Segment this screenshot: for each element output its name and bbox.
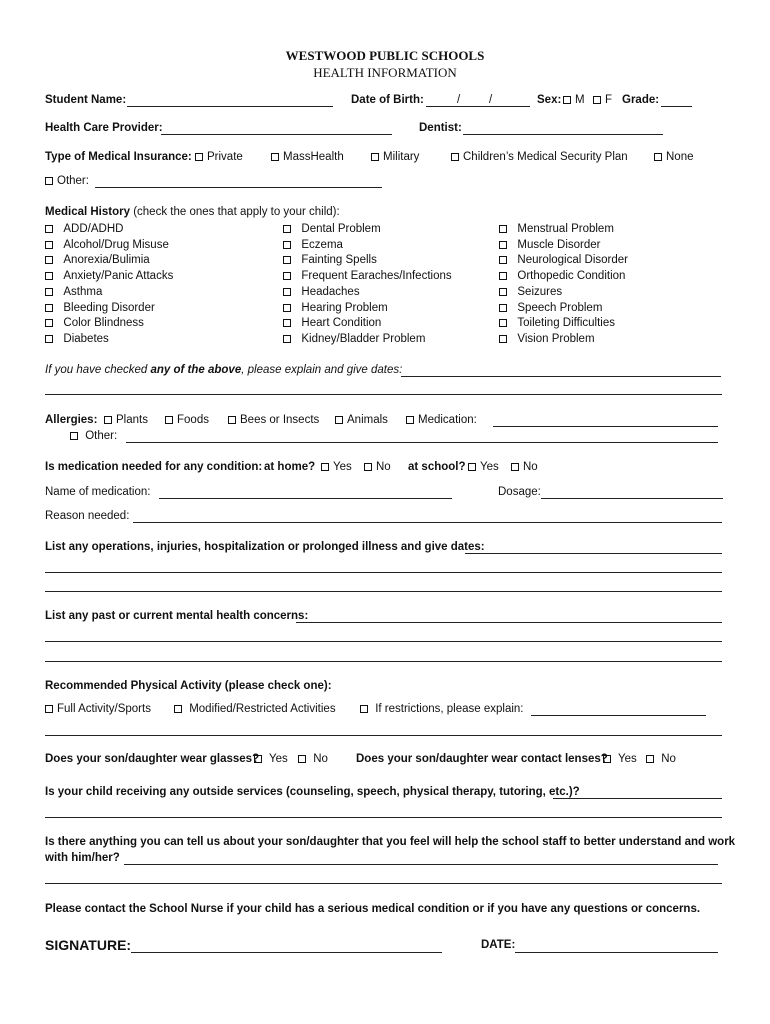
insurance-option-label: Military (383, 151, 420, 163)
explain-post: , please explain and give dates: (241, 364, 403, 376)
sex-m-label: M (575, 94, 585, 106)
insurance-option-label: MassHealth (283, 151, 344, 163)
contact-note: Please contact the School Nurse if your child has a serious medical condition or if you have any questions or concerns. (45, 903, 701, 915)
mental-health-field-3[interactable] (45, 661, 722, 662)
history-item[interactable] (499, 285, 628, 301)
checkbox-icon[interactable] (654, 153, 662, 161)
checkbox-icon[interactable] (45, 241, 53, 249)
history-item-label: Bleeding Disorder (63, 301, 155, 314)
checkbox-icon[interactable] (406, 416, 414, 424)
glasses-question: Does your son/daughter wear glasses? (45, 753, 260, 765)
history-item-label: Diabetes (63, 332, 109, 345)
history-item[interactable] (45, 301, 173, 317)
history-explain-field[interactable] (401, 376, 721, 377)
mental-health-label: List any past or current mental health concerns: (45, 610, 309, 622)
checkbox-icon[interactable] (468, 463, 476, 471)
anything-question: Is there anything you can tell us about your son/daughter that you feel will help the school staff to better understand and work (45, 836, 736, 848)
dob-separator: / (457, 94, 461, 106)
history-item-label: Heart Condition (301, 317, 382, 330)
insurance-other-label: Other: (57, 175, 89, 187)
medication-name-label: Name of medication: (45, 486, 151, 498)
checkbox-icon[interactable] (499, 225, 507, 233)
dob-field[interactable] (426, 106, 530, 107)
history-item-label: Speech Problem (517, 301, 603, 314)
activity-option[interactable] (174, 703, 336, 715)
checkbox-icon[interactable] (298, 755, 306, 763)
insurance-option[interactable] (451, 151, 628, 163)
insurance-option[interactable] (371, 151, 419, 163)
hcp-field[interactable] (161, 134, 392, 135)
checkbox-icon[interactable] (499, 335, 507, 343)
history-item[interactable] (283, 253, 452, 269)
checkbox-icon[interactable] (511, 463, 519, 471)
history-item[interactable] (283, 316, 452, 332)
anything-field-2[interactable] (45, 883, 722, 884)
student-name-field[interactable] (127, 106, 333, 107)
medical-history-hint: (check the ones that apply to your child): (133, 206, 340, 218)
dentist-field[interactable] (463, 134, 663, 135)
school-no-option[interactable] (511, 461, 538, 473)
checkbox-icon[interactable] (371, 153, 379, 161)
history-item[interactable] (499, 316, 628, 332)
dosage-label: Dosage: (498, 486, 541, 498)
student-name-label: Student Name: (45, 94, 127, 106)
yes-label: Yes (480, 461, 499, 473)
grade-field[interactable] (661, 106, 692, 107)
history-item[interactable] (499, 301, 628, 317)
at-home-label: at home? (264, 461, 316, 473)
checkbox-icon[interactable] (499, 304, 507, 312)
checkbox-icon[interactable] (45, 335, 53, 343)
checkbox-icon[interactable] (593, 96, 601, 104)
history-item-label: Asthma (63, 285, 103, 298)
checkbox-icon[interactable] (335, 416, 343, 424)
checkbox-icon[interactable] (563, 96, 571, 104)
history-item[interactable] (283, 222, 452, 238)
checkbox-icon[interactable] (499, 288, 507, 296)
checkbox-icon[interactable] (283, 225, 291, 233)
checkbox-icon[interactable] (283, 256, 291, 264)
checkbox-icon[interactable] (174, 705, 182, 713)
history-item[interactable] (499, 332, 628, 348)
yes-label: Yes (269, 753, 288, 765)
allergy-option-label: Medication: (418, 414, 477, 426)
history-item-label: Orthopedic Condition (517, 270, 626, 283)
checkbox-icon[interactable] (603, 755, 611, 763)
no-label: No (661, 753, 676, 765)
dosage-field[interactable] (541, 498, 723, 499)
form-title: HEALTH INFORMATION (313, 65, 457, 80)
anything-question-line2: with him/her? (45, 852, 120, 864)
signature-field[interactable] (131, 952, 442, 953)
history-item-label: Headaches (301, 285, 360, 298)
allergy-other-field[interactable] (126, 442, 718, 443)
history-col-3 (499, 222, 628, 348)
allergies-label: Allergies: (45, 414, 98, 426)
allergy-option-label: Foods (177, 414, 209, 426)
checkbox-icon[interactable] (499, 256, 507, 264)
allergy-option[interactable] (228, 414, 319, 426)
checkbox-icon[interactable] (45, 225, 53, 233)
checkbox-icon[interactable] (451, 153, 459, 161)
checkbox-icon[interactable] (283, 319, 291, 327)
grade-label: Grade: (622, 94, 660, 106)
yes-label: Yes (618, 753, 637, 765)
dentist-label: Dentist: (419, 122, 462, 134)
checkbox-icon[interactable] (646, 755, 654, 763)
allergy-option[interactable] (406, 414, 477, 426)
explain-pre: If you have checked (45, 364, 151, 376)
history-item-label: Muscle Disorder (517, 238, 601, 251)
checkbox-icon[interactable] (499, 272, 507, 280)
checkbox-icon[interactable] (499, 241, 507, 249)
at-school-label: at school? (408, 461, 466, 473)
checkbox-icon[interactable] (45, 177, 53, 185)
contacts-question: Does your son/daughter wear contact lenses? (356, 753, 608, 765)
checkbox-icon[interactable] (195, 153, 203, 161)
history-item[interactable] (45, 269, 173, 285)
allergy-option[interactable] (335, 414, 388, 426)
allergy-other-label: Other: (85, 430, 118, 442)
insurance-option-label: None (666, 151, 694, 163)
hcp-label: Health Care Provider: (45, 122, 163, 134)
checkbox-icon[interactable] (254, 755, 262, 763)
history-item-label: Seizures (517, 285, 563, 298)
sex-label: Sex: (537, 94, 562, 106)
insurance-other-field[interactable] (95, 187, 382, 188)
insurance-other[interactable] (45, 175, 89, 187)
activity-label: Recommended Physical Activity (please check one): (45, 680, 332, 692)
checkbox-icon[interactable] (364, 463, 372, 471)
activity-option[interactable] (360, 703, 524, 715)
history-item-label: Frequent Earaches/Infections (301, 270, 452, 283)
history-col-2 (283, 222, 452, 348)
no-label: No (523, 461, 538, 473)
allergy-medication-field[interactable] (493, 426, 718, 427)
history-item[interactable] (283, 301, 452, 317)
history-item[interactable] (499, 238, 628, 254)
date-field[interactable] (515, 952, 718, 953)
anything-field[interactable] (124, 864, 718, 865)
history-explain-prompt (45, 364, 402, 376)
history-item[interactable] (45, 332, 173, 348)
insurance-option-label: Private (207, 151, 243, 163)
no-label: No (376, 461, 391, 473)
restrictions-field-2[interactable] (45, 735, 722, 736)
history-item-label: Fainting Spells (301, 254, 377, 267)
checkbox-icon[interactable] (165, 416, 173, 424)
activity-option[interactable] (45, 703, 151, 715)
history-item[interactable] (499, 253, 628, 269)
sex-f-option[interactable] (593, 94, 612, 106)
history-item[interactable] (45, 253, 173, 269)
contacts-no-option[interactable] (646, 753, 676, 765)
yes-label: Yes (333, 461, 352, 473)
checkbox-icon[interactable] (283, 272, 291, 280)
history-item[interactable] (283, 332, 452, 348)
history-explain-field-2[interactable] (45, 394, 722, 395)
insurance-label: Type of Medical Insurance: (45, 151, 192, 163)
checkbox-icon[interactable] (271, 153, 279, 161)
history-item-label: Toileting Difficulties (517, 317, 615, 330)
history-item-label: Menstrual Problem (517, 223, 614, 235)
insurance-option-label: Children’s Medical Security Plan (463, 151, 628, 163)
history-item-label: Anorexia/Bulimia (63, 254, 150, 267)
services-field[interactable] (553, 798, 722, 799)
checkbox-icon[interactable] (45, 319, 53, 327)
history-item-label: Dental Problem (301, 223, 381, 235)
allergy-option[interactable] (165, 414, 209, 426)
operations-field[interactable] (465, 553, 722, 554)
history-item-label: Kidney/Bladder Problem (301, 332, 426, 345)
history-item[interactable] (283, 269, 452, 285)
history-item-label: Eczema (301, 238, 343, 251)
dob-label: Date of Birth: (351, 94, 424, 106)
history-item[interactable] (45, 285, 173, 301)
medical-history-heading (45, 206, 340, 218)
history-item-label: Alcohol/Drug Misuse (63, 238, 169, 251)
glasses-no-option[interactable] (298, 753, 328, 765)
checkbox-icon[interactable] (45, 256, 53, 264)
history-item[interactable] (499, 222, 628, 238)
checkbox-icon[interactable] (283, 304, 291, 312)
checkbox-icon[interactable] (321, 463, 329, 471)
history-col-1 (45, 222, 173, 348)
operations-label: List any operations, injuries, hospitalization or prolonged illness and give dates: (45, 541, 485, 553)
activity-option-label: Modified/Restricted Activities (189, 703, 336, 715)
medication-question: Is medication needed for any condition: (45, 461, 263, 473)
glasses-yes-option[interactable] (254, 753, 288, 765)
services-field-2[interactable] (45, 817, 722, 818)
allergy-other[interactable] (70, 430, 117, 442)
dob-separator: / (489, 94, 493, 106)
no-label: No (313, 753, 328, 765)
restrictions-field[interactable] (531, 715, 706, 716)
checkbox-icon[interactable] (70, 432, 78, 440)
checkbox-icon[interactable] (45, 288, 53, 296)
home-yes-option[interactable] (321, 461, 352, 473)
operations-field-3[interactable] (45, 591, 722, 592)
signature-label: SIGNATURE: (45, 937, 132, 953)
checkbox-icon[interactable] (228, 416, 236, 424)
explain-bold: any of the above (150, 364, 242, 376)
checkbox-icon[interactable] (45, 272, 53, 280)
activity-option-label: If restrictions, please explain: (375, 703, 524, 715)
services-label: Is your child receiving any outside services (counseling, speech, physical therapy, tutoring, etc.)? (45, 786, 580, 798)
history-item-label: Anxiety/Panic Attacks (63, 270, 174, 283)
reason-label: Reason needed: (45, 510, 130, 522)
history-item-label: Hearing Problem (301, 301, 388, 314)
home-no-option[interactable] (364, 461, 391, 473)
checkbox-icon[interactable] (45, 705, 53, 713)
allergy-option-label: Animals (347, 414, 388, 426)
history-item[interactable] (45, 316, 173, 332)
school-yes-option[interactable] (468, 461, 499, 473)
mental-health-field-2[interactable] (45, 641, 722, 642)
history-item-label: Vision Problem (517, 332, 595, 345)
sex-m-option[interactable] (563, 94, 585, 106)
mental-health-field[interactable] (296, 622, 722, 623)
checkbox-icon[interactable] (283, 288, 291, 296)
allergy-option-label: Plants (116, 414, 148, 426)
allergy-option-label: Bees or Insects (240, 414, 320, 426)
contacts-yes-option[interactable] (603, 753, 637, 765)
insurance-option[interactable] (195, 151, 243, 163)
history-item-label: Neurological Disorder (517, 254, 628, 267)
history-item[interactable] (45, 238, 173, 254)
operations-field-2[interactable] (45, 572, 722, 573)
activity-option-label: Full Activity/Sports (57, 703, 151, 715)
checkbox-icon[interactable] (283, 335, 291, 343)
history-item[interactable] (283, 238, 452, 254)
date-label: DATE: (481, 939, 516, 951)
history-item-label: Color Blindness (63, 317, 144, 330)
history-item[interactable] (283, 285, 452, 301)
checkbox-icon[interactable] (360, 705, 368, 713)
sex-f-label: F (605, 94, 613, 106)
school-name: WESTWOOD PUBLIC SCHOOLS (285, 48, 485, 63)
checkbox-icon[interactable] (283, 241, 291, 249)
insurance-option[interactable] (271, 151, 344, 163)
checkbox-icon[interactable] (499, 319, 507, 327)
medication-name-field[interactable] (159, 498, 452, 499)
history-item-label: ADD/ADHD (63, 223, 124, 235)
insurance-option[interactable] (654, 151, 694, 163)
medical-history-label: Medical History (45, 206, 130, 218)
checkbox-icon[interactable] (45, 304, 53, 312)
reason-field[interactable] (133, 522, 722, 523)
history-item[interactable] (499, 269, 628, 285)
history-item[interactable] (45, 222, 173, 238)
allergy-option[interactable] (104, 414, 148, 426)
checkbox-icon[interactable] (104, 416, 112, 424)
